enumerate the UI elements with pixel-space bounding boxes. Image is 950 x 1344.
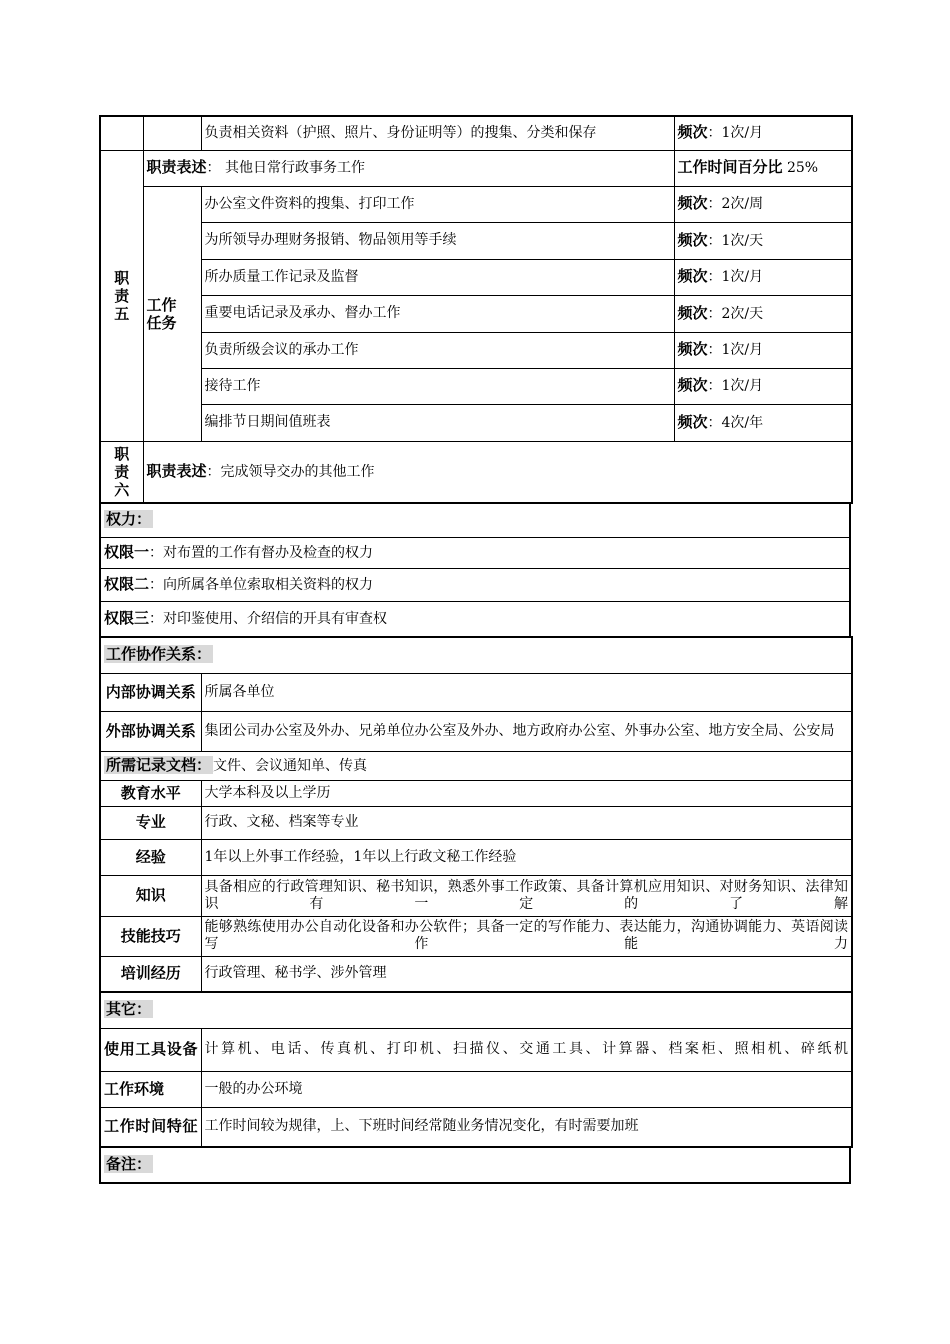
power-row	[100, 568, 850, 601]
task-text: 编排节日期间值班表	[201, 404, 674, 441]
task-text: 负责所级会议的承办工作	[201, 332, 674, 368]
external-relation-text: 集团公司办公室及外办、兄弟单位办公室及外办、地方政府办公室、外事办公室、地方安全局、公安局	[201, 711, 852, 751]
task-row	[100, 186, 852, 222]
records-cell	[100, 751, 852, 780]
internal-relation-text: 所属各单位	[201, 673, 852, 711]
qualification-label: 教育水平	[100, 780, 201, 806]
time-percent-cell	[674, 150, 852, 186]
qualification-row	[100, 916, 852, 956]
frequency-label: 频次	[677, 303, 708, 322]
environment-row	[100, 1071, 852, 1107]
tools-text: 计算机、电话、传真机、打印机、扫描仪、交通工具、计算器、档案柜、照相机、碎纸机	[201, 1028, 852, 1071]
work-time-text: 工作时间较为规律，上、下班时间经常随业务情况变化，有时需要加班	[201, 1107, 852, 1147]
power-item	[100, 601, 850, 637]
power-item	[100, 568, 850, 601]
duty5-desc-row	[100, 150, 852, 186]
frequency-cell	[674, 368, 852, 404]
records-text: 文件、会议通知单、传真	[213, 757, 368, 774]
power-text: ：向所属各单位索取相关资料的权力	[149, 576, 374, 593]
task-text: 负责相关资料（护照、照片、身份证明等）的搜集、分类和保存	[201, 116, 674, 150]
qualification-text: 能够熟练使用办公自动化设备和办公软件；具备一定的写作能力、表达能力，沟通协调能力、英语阅读写作能力	[201, 916, 852, 956]
work-time-row	[100, 1107, 852, 1147]
time-percent-label: 工作时间百分比	[677, 158, 783, 176]
remarks-table	[99, 1146, 851, 1184]
qualification-text: 大学本科及以上学历	[201, 780, 852, 806]
records-row	[100, 751, 852, 780]
power-table	[99, 502, 851, 638]
tools-label: 使用工具设备	[100, 1028, 201, 1071]
power-label: 权限三	[104, 608, 150, 627]
qualification-label: 技能技巧	[100, 916, 201, 956]
frequency-cell	[674, 259, 852, 295]
frequency-cell	[674, 186, 852, 222]
task-row	[100, 295, 852, 332]
remarks-heading: 备注：	[100, 1147, 850, 1183]
power-heading-row	[100, 503, 850, 537]
frequency-cell	[674, 332, 852, 368]
other-heading-row	[100, 992, 852, 1028]
external-relation-label: 外部协调关系	[100, 711, 201, 751]
environment-text: 一般的办公环境	[201, 1071, 852, 1107]
description-label: 职责表述	[146, 461, 207, 480]
power-row	[100, 537, 850, 568]
frequency-cell	[674, 116, 852, 150]
qualification-label: 专业	[100, 806, 201, 839]
qualification-row	[100, 839, 852, 875]
blank-cell	[143, 116, 201, 150]
power-heading: 权力：	[100, 503, 850, 537]
internal-relation-label: 内部协调关系	[100, 673, 201, 711]
power-label: 权限一	[104, 542, 150, 561]
relations-heading: 工作协作关系：	[100, 637, 852, 673]
frequency-cell	[674, 295, 852, 332]
power-row	[100, 601, 850, 637]
duties-table	[99, 115, 853, 504]
duty5-title: 职 责 五	[100, 150, 143, 441]
task-row	[100, 259, 852, 295]
qualification-row	[100, 956, 852, 992]
qualification-label: 培训经历	[100, 956, 201, 992]
frequency-value: ：4次/年	[707, 414, 764, 431]
qualification-text: 行政管理、秘书学、涉外管理	[201, 956, 852, 992]
power-text: ：对印鉴使用、介绍信的开具有审查权	[149, 610, 388, 627]
task-text: 接待工作	[201, 368, 674, 404]
blank-cell	[100, 116, 143, 150]
qualification-text: 行政、文秘、档案等专业	[201, 806, 852, 839]
frequency-label: 频次	[677, 412, 708, 431]
qualification-row	[100, 806, 852, 839]
records-label: 所需记录文档：	[106, 755, 212, 774]
other-heading: 其它：	[100, 992, 852, 1028]
remarks-row	[100, 1147, 850, 1183]
frequency-label: 频次	[677, 376, 708, 394]
qualification-text: 1年以上外事工作经验，1年以上行政文秘工作经验	[201, 839, 852, 875]
frequency-cell	[674, 404, 852, 441]
frequency-label: 频次	[677, 340, 708, 358]
power-item	[100, 537, 850, 568]
qualification-row	[100, 875, 852, 916]
tools-row	[100, 1028, 852, 1071]
task-row	[100, 332, 852, 368]
task-row	[100, 404, 852, 441]
qualification-text: 具备相应的行政管理知识、秘书知识，熟悉外事工作政策、具备计算机应用知识、对财务知识、法律知识有一定的了解	[201, 875, 852, 916]
description-label: 职责表述	[146, 158, 207, 176]
external-relation-row	[100, 711, 852, 751]
frequency-value: ：2次/周	[707, 196, 764, 212]
qualification-row	[100, 780, 852, 806]
task-text: 重要电话记录及承办、督办工作	[201, 295, 674, 332]
frequency-label: 频次	[677, 194, 708, 212]
environment-label: 工作环境	[100, 1071, 201, 1107]
description-text: ： 其他日常行政事务工作	[206, 160, 365, 176]
frequency-label: 频次	[677, 123, 708, 142]
frequency-value: ：1次/月	[707, 269, 764, 285]
duty6-title: 职 责 六	[100, 441, 143, 503]
qualification-label: 知识	[100, 875, 201, 916]
duty5-description	[143, 150, 674, 186]
duty6-description	[143, 441, 852, 503]
task-row	[100, 368, 852, 404]
frequency-label: 频次	[677, 230, 708, 249]
frequency-value: ：1次/天	[707, 232, 764, 249]
frequency-label: 频次	[677, 267, 708, 285]
work-time-label: 工作时间特征	[100, 1107, 201, 1147]
relations-table	[99, 636, 853, 993]
description-text: ：完成领导交办的其他工作	[206, 463, 375, 480]
frequency-value: ：1次/月	[707, 125, 764, 142]
task-row	[100, 222, 852, 259]
relations-heading-row	[100, 637, 852, 673]
task-text: 为所领导办理财务报销、物品领用等手续	[201, 222, 674, 259]
internal-relation-row	[100, 673, 852, 711]
task-text: 所办质量工作记录及监督	[201, 259, 674, 295]
frequency-value: ：1次/月	[707, 342, 764, 358]
time-percent-value: 25%	[786, 160, 819, 176]
frequency-value: ：2次/天	[707, 305, 764, 322]
duty-continued-row	[100, 116, 852, 150]
other-table	[99, 991, 853, 1148]
power-label: 权限二	[104, 574, 150, 593]
qualification-label: 经验	[100, 839, 201, 875]
task-label: 工作 任务	[143, 186, 201, 441]
job-description-sheet	[99, 115, 851, 1184]
frequency-cell	[674, 222, 852, 259]
task-text: 办公室文件资料的搜集、打印工作	[201, 186, 674, 222]
frequency-value: ：1次/月	[707, 378, 764, 394]
duty6-row	[100, 441, 852, 503]
power-text: ：对布置的工作有督办及检查的权力	[149, 544, 374, 561]
